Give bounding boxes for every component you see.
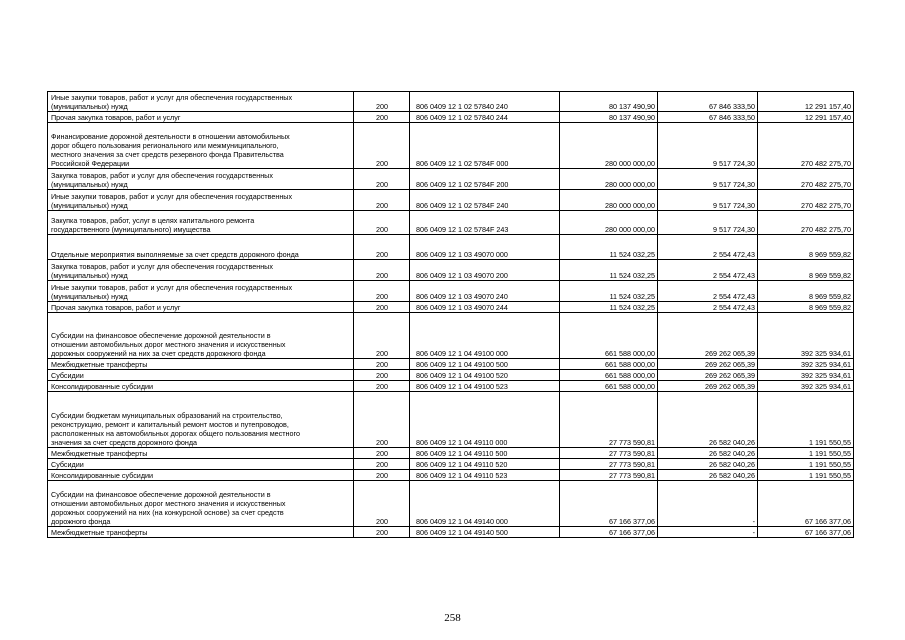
row-name-cell: Субсидии	[48, 459, 354, 470]
row-code-cell: 200	[354, 481, 410, 527]
row-executed-cell: 269 262 065,39	[658, 370, 758, 381]
row-kbk-cell: 806 0409 12 1 04 49100 520	[410, 370, 560, 381]
row-name-cell: Субсидии на финансовое обеспечение дорожной деятельности в отношении автомобильных дорог местного значения и искусственных дорожных сооружений на них за счет средств дорожного фонда	[48, 313, 354, 359]
row-executed-cell: -	[658, 527, 758, 538]
table-body	[48, 92, 854, 538]
row-name-cell: Иные закупки товаров, работ и услуг для обеспечения государственных (муниципальных) нужд	[48, 92, 354, 112]
row-kbk-cell: 806 0409 12 1 03 49070 244	[410, 302, 560, 313]
row-assigned-cell: 27 773 590,81	[560, 470, 658, 481]
row-code-cell: 200	[354, 381, 410, 392]
table-row	[48, 281, 854, 302]
table-row	[48, 260, 854, 281]
row-assigned-cell: 661 588 000,00	[560, 381, 658, 392]
row-name-cell: Закупка товаров, работ и услуг для обеспечения государственных (муниципальных) нужд	[48, 260, 354, 281]
row-unexecuted-cell: 12 291 157,40	[758, 92, 854, 112]
row-unexecuted-cell: 1 191 550,55	[758, 459, 854, 470]
row-executed-cell: 9 517 724,30	[658, 123, 758, 169]
row-kbk-cell: 806 0409 12 1 02 5784F 240	[410, 190, 560, 211]
table-row	[48, 470, 854, 481]
table-row	[48, 448, 854, 459]
row-assigned-cell: 67 166 377,06	[560, 527, 658, 538]
row-assigned-cell: 661 588 000,00	[560, 359, 658, 370]
table-row	[48, 169, 854, 190]
row-kbk-cell: 806 0409 12 1 02 5784F 200	[410, 169, 560, 190]
row-executed-cell: 269 262 065,39	[658, 313, 758, 359]
row-name-cell: Межбюджетные трансферты	[48, 527, 354, 538]
row-unexecuted-cell: 1 191 550,55	[758, 470, 854, 481]
row-code-cell: 200	[354, 211, 410, 235]
row-name-cell: Консолидированные субсидии	[48, 381, 354, 392]
row-assigned-cell: 27 773 590,81	[560, 448, 658, 459]
row-assigned-cell: 661 588 000,00	[560, 313, 658, 359]
row-unexecuted-cell: 67 166 377,06	[758, 527, 854, 538]
row-name-cell: Межбюджетные трансферты	[48, 359, 354, 370]
row-name-cell: Прочая закупка товаров, работ и услуг	[48, 112, 354, 123]
row-executed-cell: 269 262 065,39	[658, 381, 758, 392]
row-assigned-cell: 80 137 490,90	[560, 92, 658, 112]
row-executed-cell: 2 554 472,43	[658, 235, 758, 260]
row-assigned-cell: 80 137 490,90	[560, 112, 658, 123]
row-code-cell: 200	[354, 313, 410, 359]
row-unexecuted-cell: 392 325 934,61	[758, 313, 854, 359]
row-code-cell: 200	[354, 123, 410, 169]
row-unexecuted-cell: 67 166 377,06	[758, 481, 854, 527]
row-unexecuted-cell: 12 291 157,40	[758, 112, 854, 123]
row-unexecuted-cell: 8 969 559,82	[758, 281, 854, 302]
table-row	[48, 392, 854, 448]
row-name-cell: Закупка товаров, работ и услуг для обеспечения государственных (муниципальных) нужд	[48, 169, 354, 190]
row-unexecuted-cell: 8 969 559,82	[758, 260, 854, 281]
row-code-cell: 200	[354, 527, 410, 538]
row-code-cell: 200	[354, 459, 410, 470]
row-unexecuted-cell: 1 191 550,55	[758, 392, 854, 448]
row-executed-cell: 67 846 333,50	[658, 92, 758, 112]
row-executed-cell: 67 846 333,50	[658, 112, 758, 123]
row-kbk-cell: 806 0409 12 1 02 5784F 243	[410, 211, 560, 235]
row-assigned-cell: 280 000 000,00	[560, 169, 658, 190]
table-row	[48, 313, 854, 359]
row-name-cell: Иные закупки товаров, работ и услуг для обеспечения государственных (муниципальных) нужд	[48, 190, 354, 211]
row-kbk-cell: 806 0409 12 1 04 49110 000	[410, 392, 560, 448]
table-row	[48, 190, 854, 211]
row-kbk-cell: 806 0409 12 1 02 57840 240	[410, 92, 560, 112]
row-unexecuted-cell: 392 325 934,61	[758, 381, 854, 392]
row-code-cell: 200	[354, 281, 410, 302]
row-unexecuted-cell: 1 191 550,55	[758, 448, 854, 459]
table-row	[48, 359, 854, 370]
row-unexecuted-cell: 270 482 275,70	[758, 190, 854, 211]
row-name-cell: Субсидии на финансовое обеспечение дорожной деятельности в отношении автомобильных дорог местного значения и искусственных дорожных сооружений на них (на конкурсной основе) за счет средств дорожного фонда	[48, 481, 354, 527]
row-executed-cell: -	[658, 481, 758, 527]
row-name-cell: Консолидированные субсидии	[48, 470, 354, 481]
row-unexecuted-cell: 392 325 934,61	[758, 359, 854, 370]
row-code-cell: 200	[354, 235, 410, 260]
table-row	[48, 123, 854, 169]
row-executed-cell: 9 517 724,30	[658, 169, 758, 190]
row-unexecuted-cell: 270 482 275,70	[758, 211, 854, 235]
row-name-cell: Иные закупки товаров, работ и услуг для обеспечения государственных (муниципальных) нужд	[48, 281, 354, 302]
row-executed-cell: 269 262 065,39	[658, 359, 758, 370]
row-executed-cell: 2 554 472,43	[658, 260, 758, 281]
row-code-cell: 200	[354, 112, 410, 123]
table-row	[48, 235, 854, 260]
row-executed-cell: 2 554 472,43	[658, 281, 758, 302]
row-kbk-cell: 806 0409 12 1 04 49100 500	[410, 359, 560, 370]
row-name-cell: Субсидии	[48, 370, 354, 381]
budget-execution-table	[47, 91, 854, 538]
row-code-cell: 200	[354, 190, 410, 211]
row-code-cell: 200	[354, 169, 410, 190]
row-code-cell: 200	[354, 260, 410, 281]
row-name-cell: Финансирование дорожной деятельности в отношении автомобильных дорог общего пользования регионального или межмуниципального, местного значения за счет средств резервного фонда Правительства Российской Федерации	[48, 123, 354, 169]
row-executed-cell: 9 517 724,30	[658, 190, 758, 211]
row-executed-cell: 26 582 040,26	[658, 459, 758, 470]
row-assigned-cell: 27 773 590,81	[560, 459, 658, 470]
row-assigned-cell: 11 524 032,25	[560, 281, 658, 302]
table-row	[48, 370, 854, 381]
row-kbk-cell: 806 0409 12 1 02 5784F 000	[410, 123, 560, 169]
row-assigned-cell: 11 524 032,25	[560, 302, 658, 313]
row-name-cell: Отдельные мероприятия выполняемые за счет средств дорожного фонда	[48, 235, 354, 260]
table-row	[48, 112, 854, 123]
table-row	[48, 381, 854, 392]
row-name-cell: Субсидии бюджетам муниципальных образований на строительство, реконструкцию, ремонт и капитальный ремонт мостов и путепроводов, расположенных на автомобильных дорогах общего пользования местного значения за счет средств дорожного фонда	[48, 392, 354, 448]
table-row	[48, 459, 854, 470]
row-name-cell: Прочая закупка товаров, работ и услуг	[48, 302, 354, 313]
row-kbk-cell: 806 0409 12 1 02 57840 244	[410, 112, 560, 123]
row-code-cell: 200	[354, 359, 410, 370]
row-kbk-cell: 806 0409 12 1 04 49140 500	[410, 527, 560, 538]
row-code-cell: 200	[354, 448, 410, 459]
row-kbk-cell: 806 0409 12 1 03 49070 000	[410, 235, 560, 260]
table-row	[48, 481, 854, 527]
table-row	[48, 527, 854, 538]
row-executed-cell: 9 517 724,30	[658, 211, 758, 235]
table-row	[48, 211, 854, 235]
row-name-cell: Закупка товаров, работ, услуг в целях капитального ремонта государственного (муниципального) имущества	[48, 211, 354, 235]
row-name-cell: Межбюджетные трансферты	[48, 448, 354, 459]
row-assigned-cell: 11 524 032,25	[560, 235, 658, 260]
row-kbk-cell: 806 0409 12 1 04 49100 523	[410, 381, 560, 392]
row-kbk-cell: 806 0409 12 1 04 49110 500	[410, 448, 560, 459]
row-kbk-cell: 806 0409 12 1 04 49110 520	[410, 459, 560, 470]
row-unexecuted-cell: 270 482 275,70	[758, 169, 854, 190]
row-unexecuted-cell: 270 482 275,70	[758, 123, 854, 169]
row-assigned-cell: 280 000 000,00	[560, 190, 658, 211]
row-assigned-cell: 280 000 000,00	[560, 123, 658, 169]
row-executed-cell: 26 582 040,26	[658, 392, 758, 448]
row-assigned-cell: 67 166 377,06	[560, 481, 658, 527]
row-unexecuted-cell: 8 969 559,82	[758, 235, 854, 260]
row-code-cell: 200	[354, 392, 410, 448]
row-kbk-cell: 806 0409 12 1 04 49100 000	[410, 313, 560, 359]
page-number: 258	[444, 612, 461, 624]
row-kbk-cell: 806 0409 12 1 03 49070 200	[410, 260, 560, 281]
row-executed-cell: 26 582 040,26	[658, 448, 758, 459]
row-assigned-cell: 661 588 000,00	[560, 370, 658, 381]
row-kbk-cell: 806 0409 12 1 04 49110 523	[410, 470, 560, 481]
row-unexecuted-cell: 392 325 934,61	[758, 370, 854, 381]
row-unexecuted-cell: 8 969 559,82	[758, 302, 854, 313]
row-executed-cell: 26 582 040,26	[658, 470, 758, 481]
row-code-cell: 200	[354, 370, 410, 381]
row-code-cell: 200	[354, 470, 410, 481]
row-kbk-cell: 806 0409 12 1 04 49140 000	[410, 481, 560, 527]
row-kbk-cell: 806 0409 12 1 03 49070 240	[410, 281, 560, 302]
row-assigned-cell: 280 000 000,00	[560, 211, 658, 235]
row-code-cell: 200	[354, 92, 410, 112]
table-row	[48, 92, 854, 112]
row-code-cell: 200	[354, 302, 410, 313]
row-assigned-cell: 11 524 032,25	[560, 260, 658, 281]
row-executed-cell: 2 554 472,43	[658, 302, 758, 313]
row-assigned-cell: 27 773 590,81	[560, 392, 658, 448]
table-row	[48, 302, 854, 313]
